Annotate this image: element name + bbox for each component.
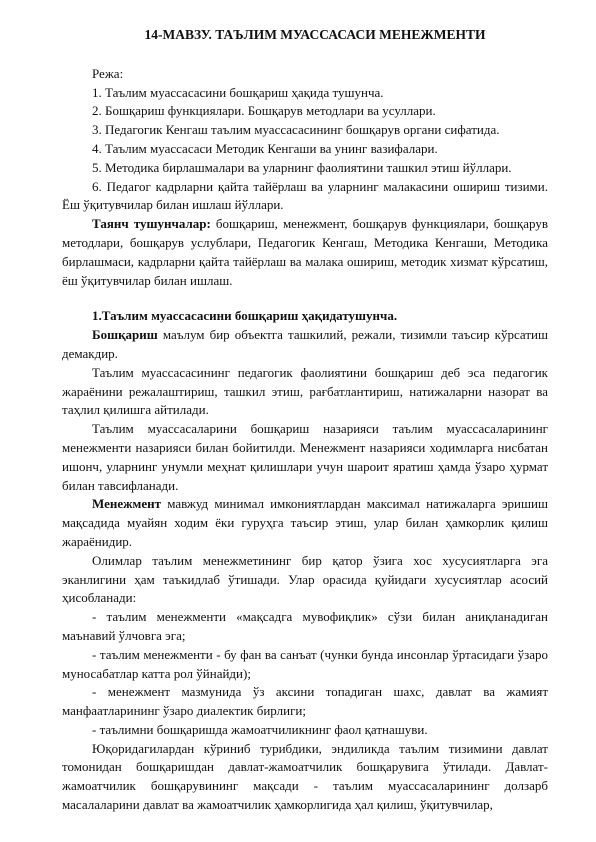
plan-item: 5. Методика бирлашмалари ва уларнинг фаолиятини ташкил этиш йўллари. xyxy=(92,159,512,175)
term-management: Бошқариш xyxy=(92,327,158,343)
dash-list-item: - таълим менежменти «мақсадга мувофиқлик» сўзи билан аниқланадиган маънавий ўлчовга эга; xyxy=(62,609,548,643)
paragraph-text: мавжуд минимал имкониятлардан максимал натижаларга эришиш мақсадида муайян ходим ёки гуруҳга таъсир этиш, улар билан ҳамкорлик қилиш жараёнидир. xyxy=(62,496,548,549)
keywords-paragraph xyxy=(62,215,548,290)
spacer xyxy=(62,290,548,307)
dash-list-item: - таълим менежменти - бу фан ва санъат (чунки бунда инсонлар ўртасидаги ўзаро муносабатлар катта рол ўйнайди); xyxy=(62,646,548,681)
paragraph: Таълим муассасаларини бошқариш назарияси таълим муассасаларининг менежменти назарияси билан бойитилди. Менежмент назарияси ходимларга нисбатан ишонч, уларнинг унумли меҳнат қилишлари учун шароит яратиш ҳамда ўзаро ҳурмат билан тавсифланади. xyxy=(62,421,548,493)
plan-item: 2. Бошқариш функциялари. Бошқарув методлари ва усуллари. xyxy=(92,103,436,119)
plan-item: 1. Таълим муассасасини бошқариш ҳақида тушунча. xyxy=(92,84,384,100)
plan-item: 4. Таълим муассасаси Методик Кенгаши ва унинг вазифалари. xyxy=(92,140,438,156)
dash-list-item: - менежмент мазмунида ўз аксини топадиган шахс, давлат ва жамият манфаатларининг ўзаро диалектик бирлиги; xyxy=(62,684,548,719)
paragraph-definition xyxy=(62,326,548,364)
section-heading-text: 1.Таълим муассасасини бошқариш ҳақидатушунча. xyxy=(92,308,398,324)
keywords-label: Таянч тушунчалар: xyxy=(92,216,211,232)
paragraph: Таълим муассасасининг педагогик фаолиятини бошқариш деб эса педагогик жараёнини режалаштириш, ташкил этиш, рағбатлантириш, натижаларни назорат ва таҳлил қилишга айтилади. xyxy=(62,364,548,418)
keywords-text: бошқариш, менежмент, бошқарув функциялари, бошқарув методлари, бошқарув услублари, Педагогик Кенгаш, Методика Кенгаши, Методика бирлашмаси, кадрларни қайта тайёрлаш ва малака ошириш, методик хизмат кўрсатиш, ёш ўқитувчилар билан ишлаш. xyxy=(62,216,548,288)
plan-section xyxy=(62,65,548,215)
page-title: 14-МАВЗУ. ТАЪЛИМ МУАССАСАСИ МЕНЕЖМЕНТИ xyxy=(144,27,486,42)
dash-list-item: - таълимни бошқаришда жамоатчиликнинг фаол қатнашуви. xyxy=(92,721,428,737)
plan-heading: Режа: xyxy=(92,65,124,81)
term-menejment: Менежмент xyxy=(92,496,162,512)
paragraph: Юқоридагилардан кўриниб турибдики, эндиликда таълим тизимини давлат томонидан бошқаришдан давлат-жамоатчилик бошқарувига ўтилади. Давлат-жамоатчилик бошқарувининг мақсади - таълим муассасаларининг долзарб масалаларини давлат ва жамоатчилик ҳамкорлигида ҳал қилиш, ўқитувчилар, xyxy=(62,740,548,813)
paragraph-text: маълум бир объектга ташкилий, режали, тизимли таъсир кўрсатиш демакдир. xyxy=(62,327,548,361)
paragraph-definition xyxy=(62,495,548,551)
section-heading xyxy=(62,307,548,326)
paragraph: Олимлар таълим менежметининг бир қатор ўзига хос хусусиятларга эга эканлигини ҳам таъкидлаб ўтишади. Улар орасида қуйидаги хусусиятлар асосий ҳисобланади: xyxy=(62,552,548,606)
plan-item: 3. Педагогик Кенгаш таълим муассасасининг бошқарув органи сифатида. xyxy=(92,122,500,138)
plan-item: 6. Педагог кадрларни қайта тайёрлаш ва уларнинг малакасини ошириш тизими. Ёш ўқитувчилар билан ишлаш йўллари. xyxy=(62,178,548,213)
